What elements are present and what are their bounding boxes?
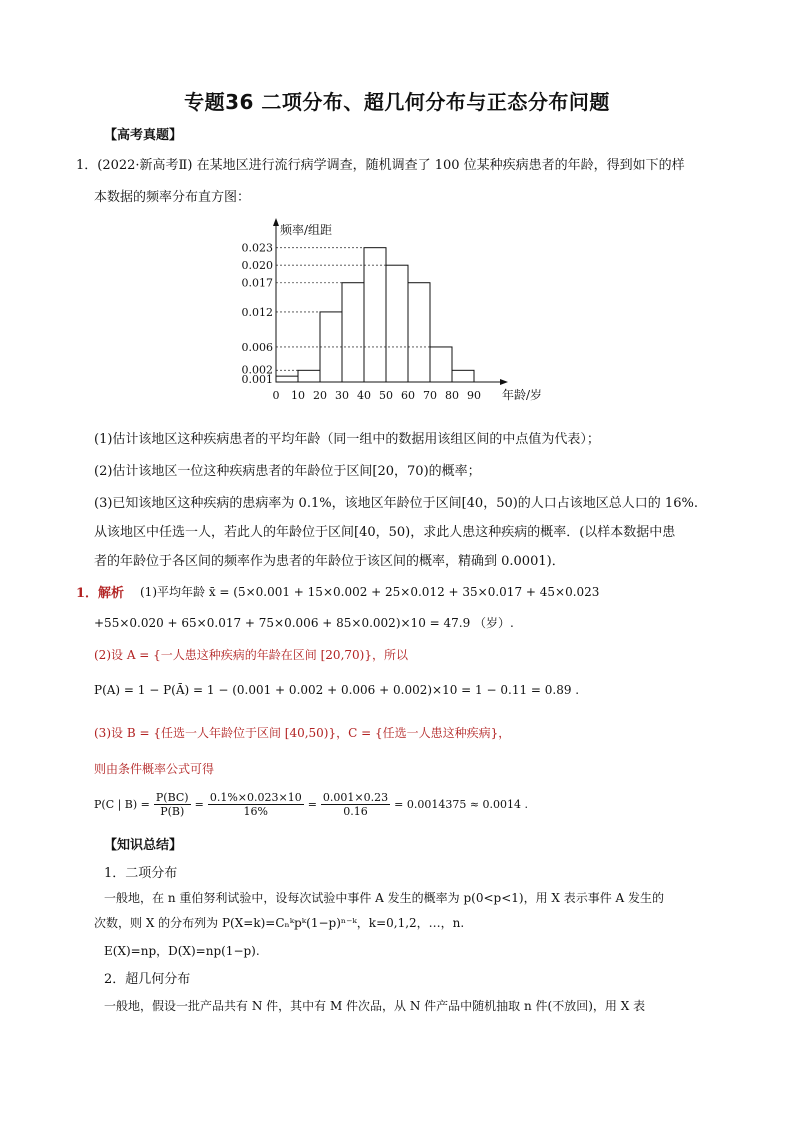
x-axis-arrow [500, 379, 508, 385]
solution-3-line-a: (3)设 B = {任选一人年龄位于区间 [40,50)}，C = {任选一人患这种疾病}， [94, 726, 511, 740]
y-tick-label: 0.020 [241, 259, 273, 273]
y-tick-label: 0.017 [241, 276, 273, 290]
knowledge-1-line-c: E(X)=np，D(X)=np(1−p). [104, 944, 260, 958]
histogram-bar [298, 370, 320, 382]
y-tick-label: 0.001 [241, 373, 273, 387]
y-tick-label: 0.012 [241, 305, 273, 319]
formula-lhs: P(C | B) = [94, 797, 150, 811]
question-part-3b: 从该地区中任选一人，若此人的年龄位于区间[40，50)，求此人患这种疾病的概率．(以样本数据中患 [94, 525, 676, 540]
histogram-bar [430, 347, 452, 382]
knowledge-1-line-a: 一般地，在 n 重伯努利试验中，设每次试验中事件 A 发生的概率为 p(0<p<1)，用 X 表示事件 A 发生的 [104, 891, 665, 905]
x-tick-label: 60 [401, 389, 415, 402]
x-tick-label: 10 [291, 389, 305, 402]
knowledge-2-line-a: 一般地，假设一批产品共有 N 件，其中有 M 件次品，从 N 件产品中随机抽取 n 件(不放回)，用 X 表 [104, 999, 646, 1013]
question-line-1: 1．(2022·新高考Ⅱ) 在某地区进行流行病学调查，随机调查了 100 位某种疾病患者的年龄，得到如下的样 [76, 158, 685, 173]
solution-3-line-b: 则由条件概率公式可得 [94, 762, 215, 776]
fraction-3 [321, 791, 390, 818]
section-heading-summary: 【知识总结】 [104, 838, 183, 853]
x-tick-label: 70 [423, 389, 437, 402]
x-tick-label: 40 [357, 389, 371, 402]
knowledge-2-title: 2．超几何分布 [104, 972, 191, 987]
y-axis-label: 频率/组距 [280, 223, 333, 237]
solution-1-line-b: +55×0.020 + 65×0.017 + 75×0.006 + 85×0.002)×10 = 47.9 （岁）. [94, 616, 514, 630]
fraction-3-denominator: 0.16 [343, 804, 368, 818]
histogram-bar [320, 312, 342, 382]
histogram-bar [386, 265, 408, 382]
histogram-chart [236, 216, 556, 416]
histogram-bar [452, 370, 474, 382]
solution-label: 1．解析 [76, 586, 125, 601]
histogram-bar [342, 283, 364, 382]
solution-1-line-a: (1)平均年龄 x̄ = (5×0.001 + 15×0.002 + 25×0.012 + 35×0.017 + 45×0.023 [140, 585, 600, 599]
histogram-bar [364, 248, 386, 382]
knowledge-1-title: 1．二项分布 [104, 866, 178, 881]
page-title: 专题36 二项分布、超几何分布与正态分布问题 [184, 90, 610, 114]
section-heading-exam: 【高考真题】 [104, 128, 183, 143]
fraction-1-denominator: P(B) [160, 804, 185, 818]
question-part-1: (1)估计该地区这种疾病患者的平均年龄（同一组中的数据用该组区间的中点值为代表）； [94, 432, 600, 447]
histogram-bar [276, 376, 298, 382]
conditional-probability-formula: P(C | B) = $\frac{P(BC)}{P(B)}$ = $\frac{0.1\%\times 0.023\times 10}{16\%}$ = $\frac{0.001\times 0.23}{0.16}$ = 0.0014375 ≈ 0.0014 . [94, 790, 529, 818]
formula-result: = 0.0014375 ≈ 0.0014 . [394, 797, 529, 811]
solution-2-line-b: P(A) = 1 − P(Ā) = 1 − (0.001 + 0.002 + 0.006 + 0.002)×10 = 1 − 0.11 = 0.89 . [94, 683, 580, 697]
y-tick-label: 0.002 [241, 363, 273, 377]
question-part-2: (2)估计该地区一位这种疾病患者的年龄位于区间[20，70)的概率； [94, 464, 481, 479]
y-tick-label: 0.006 [241, 340, 273, 354]
fraction-2-denominator: 16% [243, 804, 268, 818]
solution-2-line-a: (2)设 A = {一人患这种疾病的年龄在区间 [20,70)}，所以 [94, 648, 408, 662]
x-tick-label: 30 [335, 389, 349, 402]
knowledge-1-line-b: 次数，则 X 的分布列为 P(X=k)=Cₙᵏpᵏ(1−p)ⁿ⁻ᵏ，k=0,1,2，…，n. [94, 916, 465, 930]
fraction-1-numerator: P(BC) [155, 790, 189, 804]
x-axis-label: 年龄/岁 [502, 388, 543, 402]
question-part-3c: 者的年龄位于各区间的频率作为患者的年龄位于该区间的概率，精确到 0.0001)． [94, 554, 565, 569]
fraction-2 [208, 791, 304, 818]
question-part-3a: (3)已知该地区这种疾病的患病率为 0.1%，该地区年龄位于区间[40，50)的人口占该地区总人口的 16%. [94, 496, 698, 511]
fraction-2-numerator: 0.1%×0.023×10 [209, 790, 302, 804]
fraction-3-numerator: 0.001×0.23 [322, 790, 389, 804]
x-tick-label: 90 [467, 389, 481, 402]
x-tick-label: 80 [445, 389, 459, 402]
question-line-2: 本数据的频率分布直方图： [94, 190, 251, 205]
x-tick-label: 50 [379, 389, 393, 402]
histogram-bar [408, 283, 430, 382]
y-axis-arrow [273, 218, 279, 226]
fraction-1 [154, 791, 191, 818]
y-tick-label: 0.023 [241, 241, 273, 255]
x-tick-label: 20 [313, 389, 327, 402]
x-tick-label: 0 [272, 389, 280, 402]
